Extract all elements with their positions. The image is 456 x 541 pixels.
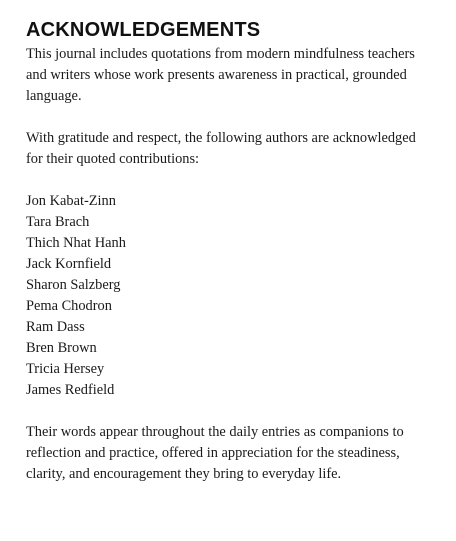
intro-paragraph: This journal includes quotations from modern mindfulness teachers and writers whose work presents awareness in practical, grounded language. bbox=[26, 46, 415, 104]
paragraph-spacer bbox=[26, 107, 436, 128]
author-item: Sharon Salzberg bbox=[26, 277, 121, 293]
author-item: Jon Kabat-Zinn bbox=[26, 193, 116, 209]
author-item: Pema Chodron bbox=[26, 298, 112, 314]
author-list bbox=[26, 191, 436, 401]
author-item: Bren Brown bbox=[26, 340, 97, 356]
paragraph-spacer bbox=[26, 401, 436, 422]
closing-paragraph: Their words appear throughout the daily entries as companions to reflection and practice, offered in appreciation for the steadiness, clarity, and encouragement they bring to everyday life. bbox=[26, 424, 404, 482]
author-item: Ram Dass bbox=[26, 319, 85, 335]
author-item: James Redfield bbox=[26, 382, 115, 398]
author-item: Tara Brach bbox=[26, 214, 90, 230]
acknowledgements-page bbox=[26, 18, 436, 485]
gratitude-paragraph: With gratitude and respect, the following authors are acknowledged for their quoted contributions: bbox=[26, 130, 416, 167]
author-item: Tricia Hersey bbox=[26, 361, 105, 377]
paragraph-spacer bbox=[26, 170, 436, 191]
author-item: Thich Nhat Hanh bbox=[26, 235, 126, 251]
author-item: Jack Kornfield bbox=[26, 256, 112, 272]
page-title: ACKNOWLEDGEMENTS bbox=[26, 19, 261, 41]
